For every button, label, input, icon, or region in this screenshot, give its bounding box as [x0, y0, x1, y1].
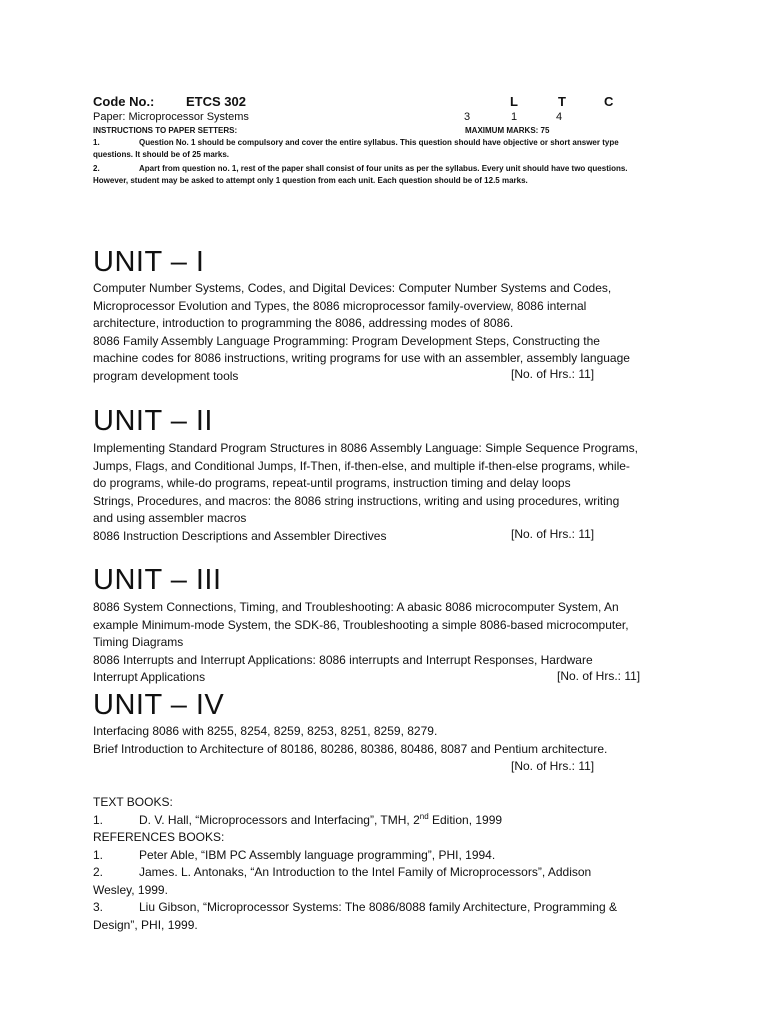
unit-1-line: architecture, introduction to programming the 8086, addressing modes of 8086. [93, 316, 514, 330]
unit-4-line: Brief Introduction to Architecture of 80186, 80286, 80386, 80486, 8087 and Pentium architecture. [93, 741, 608, 756]
column-l: L [510, 94, 518, 109]
unit-2-title: UNIT – II [93, 405, 213, 437]
reference-book-3-continuation: Design”, PHI, 1999. [93, 917, 198, 932]
unit-2-line: do programs, while-do programs, repeat-until programs, instruction timing and delay loops [93, 476, 571, 490]
unit-1-line: Computer Number Systems, Codes, and Digital Devices: Computer Number Systems and Codes, [93, 281, 612, 295]
unit-4-content [93, 723, 681, 758]
unit-1-title: UNIT – I [93, 246, 205, 278]
instructions-label: INSTRUCTIONS TO PAPER SETTERS: [93, 126, 238, 135]
reference-book-3 [93, 899, 673, 917]
unit-3-line: Interrupt Applications [93, 670, 206, 684]
value-c: 4 [556, 111, 563, 123]
instruction-2-number: 2. [93, 164, 100, 173]
instruction-2-text: Apart from question no. 1, rest of the paper shall consist of four units as per the syllabus. Every unit should have two questions. [139, 164, 628, 173]
text-book-1-number: 1. [93, 812, 104, 827]
value-l: 3 [464, 111, 471, 123]
instruction-1-text: Question No. 1 should be compulsory and cover the entire syllabus. This question should have objective or short answer type [139, 138, 619, 147]
unit-2-line: Strings, Procedures, and macros: the 8086 string instructions, writing and using procedures, writing [93, 493, 620, 508]
maximum-marks: MAXIMUM MARKS: 75 [465, 126, 550, 135]
text-book-1 [93, 812, 673, 830]
unit-3-line: Timing Diagrams [93, 635, 184, 649]
unit-2-line: 8086 Instruction Descriptions and Assembler Directives [93, 528, 387, 543]
unit-1-line: Microprocessor Evolution and Types, the 8086 microprocessor family-overview, 8086 internal [93, 298, 587, 313]
unit-3-line: 8086 System Connections, Timing, and Troubleshooting: A abasic 8086 microcomputer System, An [93, 600, 619, 614]
unit-2-line: Implementing Standard Program Structures in 8086 Assembly Language: Simple Sequence Programs, [93, 441, 638, 455]
reference-book-1-text: Peter Able, “IBM PC Assembly language programming”, PHI, 1994. [139, 847, 496, 862]
unit-1-line: program development tools [93, 368, 239, 383]
reference-book-2-continuation: Wesley, 1999. [93, 882, 168, 897]
reference-book-2 [93, 864, 673, 882]
column-t: T [558, 94, 566, 109]
unit-1-hours: [No. of Hrs.: 11] [511, 367, 595, 381]
instruction-2-continuation: However, student may be asked to attempt only 1 question from each unit. Each question should be of 12.5 marks. [93, 176, 528, 185]
unit-4-line: Interfacing 8086 with 8255, 8254, 8259, 8253, 8251, 8259, 8279. [93, 724, 438, 738]
unit-2-line: Jumps, Flags, and Conditional Jumps, If-Then, if-then-else, and multiple if-then-else programs, while- [93, 458, 630, 473]
column-c: C [604, 94, 614, 109]
unit-3-line: example Minimum-mode System, the SDK-86, Troubleshooting a simple 8086-based microcomputer, [93, 617, 629, 632]
instruction-1-continuation: questions. It should be of 25 marks. [93, 150, 230, 159]
reference-book-2-number: 2. [93, 865, 104, 879]
text-book-1-text: D. V. Hall, “Microprocessors and Interfacing”, TMH, 2 [139, 812, 420, 827]
books-section [93, 794, 673, 934]
unit-2-hours: [No. of Hrs.: 11] [511, 527, 595, 541]
code-label: Code No.: [93, 94, 155, 109]
instruction-1-number: 1. [93, 138, 100, 147]
code-value: ETCS 302 [186, 94, 246, 109]
unit-3-title: UNIT – III [93, 564, 222, 596]
instruction-1 [93, 137, 683, 161]
text-books-label: TEXT BOOKS: [93, 795, 173, 809]
reference-book-3-text: Liu Gibson, “Microprocessor Systems: The 8086/8088 family Architecture, Programming & [139, 900, 617, 914]
paper-title: Paper: Microprocessor Systems [93, 111, 249, 123]
reference-books-label: REFERENCES BOOKS: [93, 830, 225, 844]
text-book-1-edition: Edition, 1999 [428, 812, 503, 827]
unit-1-line: machine codes for 8086 instructions, writing programs for use with an assembler, assembly language [93, 351, 630, 365]
unit-3-line: 8086 Interrupts and Interrupt Applications: 8086 interrupts and Interrupt Responses, Hardware [93, 652, 593, 667]
reference-book-1 [93, 847, 673, 865]
value-t: 1 [511, 111, 518, 123]
instruction-2 [93, 163, 683, 187]
reference-book-3-number: 3. [93, 900, 104, 914]
unit-2-line: and using assembler macros [93, 511, 247, 525]
unit-1-line: 8086 Family Assembly Language Programming: Program Development Steps, Constructing the [93, 333, 600, 348]
reference-book-1-number: 1. [93, 847, 104, 862]
text-book-1-superscript: nd [419, 811, 429, 821]
unit-3-hours: [No. of Hrs.: 11] [557, 669, 641, 683]
unit-4-hours: [No. of Hrs.: 11] [511, 759, 595, 773]
reference-book-2-text: James. L. Antonaks, “An Introduction to the Intel Family of Microprocessors”, Addison [139, 865, 592, 879]
unit-4-title: UNIT – IV [93, 689, 225, 721]
